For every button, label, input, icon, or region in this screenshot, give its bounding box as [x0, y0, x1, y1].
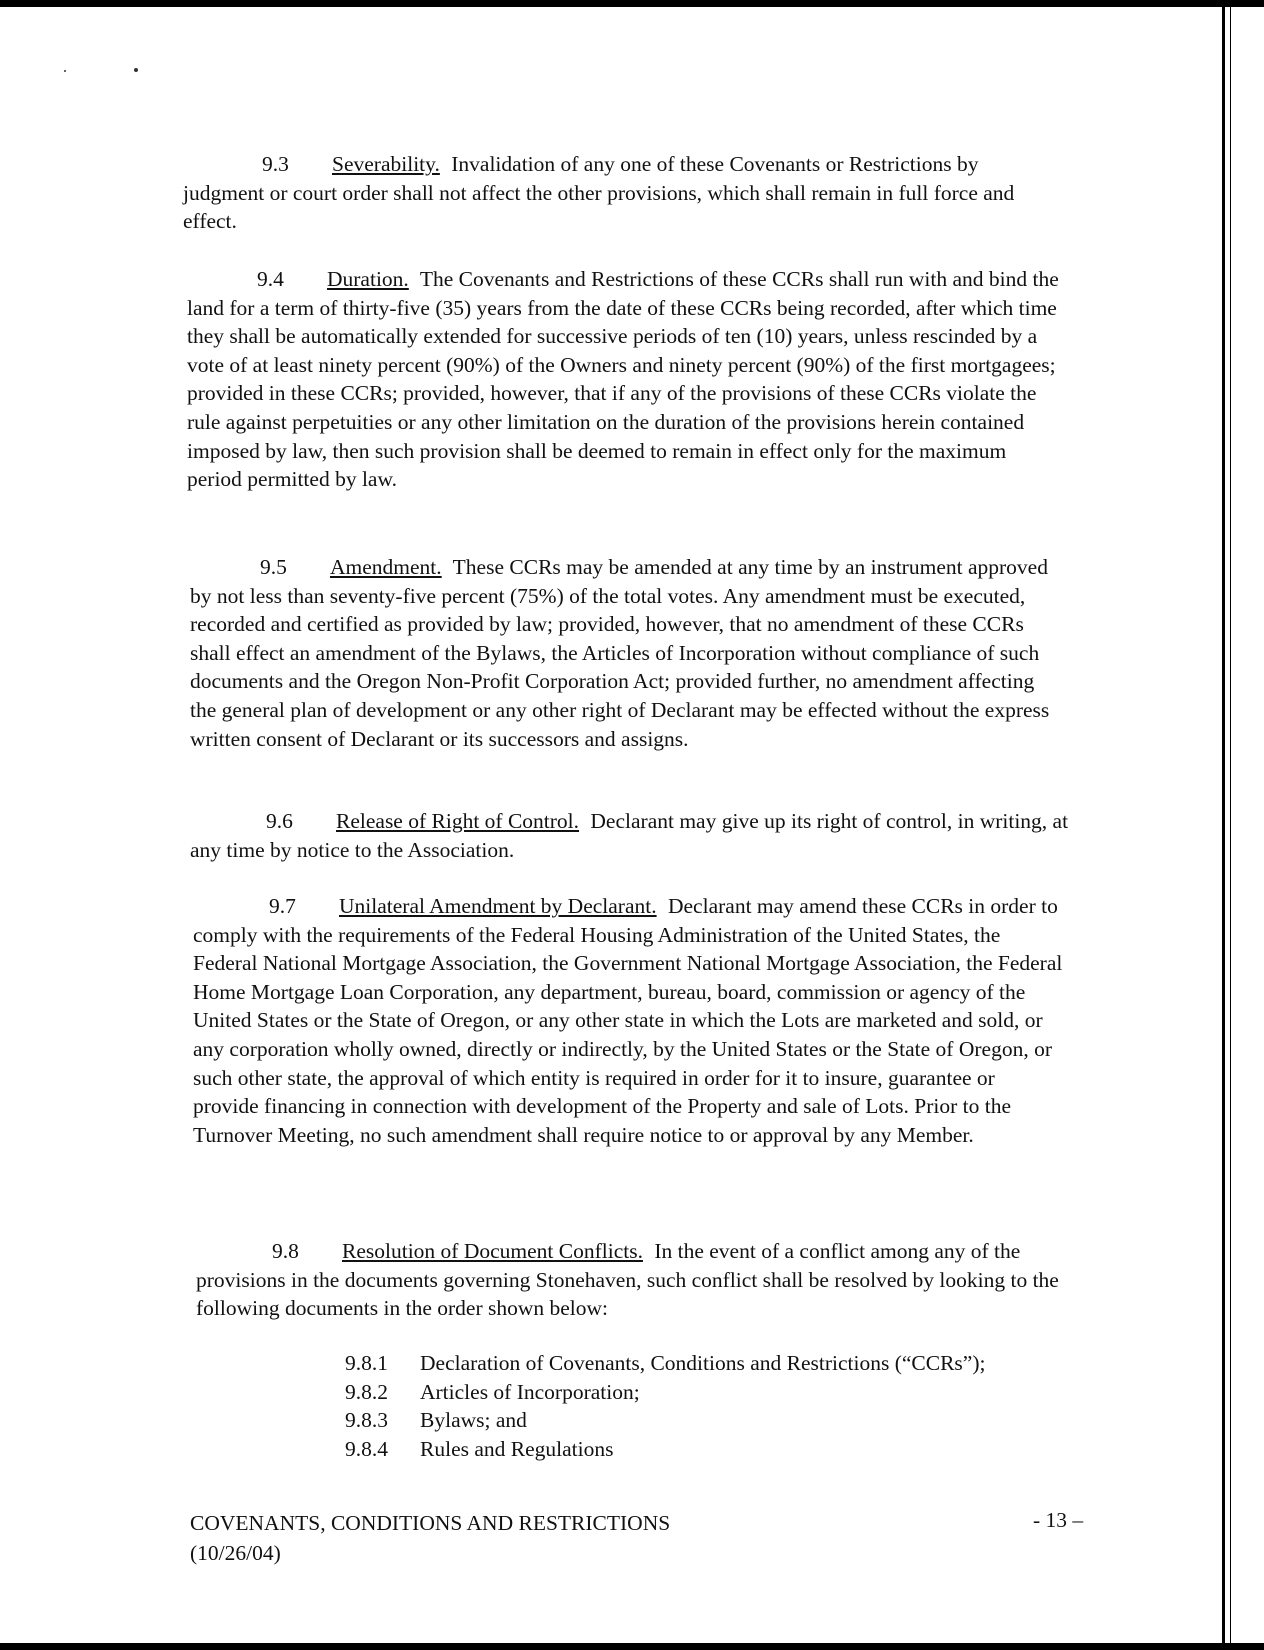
footer-date: (10/26/04)	[190, 1541, 281, 1565]
section-9-3	[183, 150, 1055, 236]
section-number: 9.3	[262, 152, 289, 176]
document-priority-list	[345, 1349, 985, 1463]
list-item	[345, 1406, 985, 1435]
section-heading: Unilateral Amendment by Declarant.	[339, 894, 657, 918]
section-number: 9.8	[272, 1239, 299, 1263]
section-heading: Severability.	[332, 152, 440, 176]
page-number: - 13 –	[1033, 1508, 1084, 1532]
list-item-text: Articles of Incorporation;	[420, 1379, 640, 1404]
section-9-4	[187, 265, 1059, 494]
section-number: 9.5	[260, 555, 287, 579]
section-number: 9.6	[266, 809, 293, 833]
scan-right-edge	[1222, 0, 1225, 1650]
section-body: The Covenants and Restrictions of these CCRs shall run with and bind the land for a term of thirty-five (35) years from the date of these CCRs being recorded, after which time they shall be automatically extended for successive periods of ten (10) years, unless rescinded by a vote of at least ninety percent (90%) of the Owners and ninety percent (90%) of the first mortgagees; provided in these CCRs; provided, however, that if any of the provisions of these CCRs violate the rule against perpetuities or any other limitation on the duration of the provisions herein contained imposed by law, then such provision shall be deemed to remain in effect only for the maximum period permitted by law.	[187, 267, 1059, 492]
list-item-text: Bylaws; and	[420, 1408, 527, 1433]
section-body: In the event of a conflict among any of the provisions in the documents governing Stonehaven, such conflict shall be resolved by looking to the following documents in the order shown below:	[196, 1239, 1059, 1321]
section-body: Invalidation of any one of these Covenants or Restrictions by judgment or court order shall not affect the other provisions, which shall remain in full force and effect.	[183, 152, 1015, 234]
list-item	[345, 1349, 985, 1378]
section-heading: Release of Right of Control.	[336, 809, 580, 833]
section-number: 9.7	[269, 894, 296, 918]
scan-speck	[134, 68, 138, 72]
scan-speck	[64, 70, 66, 72]
section-body: Declarant may give up its right of control, in writing, at any time by notice to the Association.	[190, 809, 1069, 862]
list-item-number: 9.8.1	[345, 1351, 388, 1375]
list-item-number: 9.8.4	[345, 1436, 388, 1461]
list-item-number: 9.8.2	[345, 1379, 388, 1404]
section-heading: Amendment.	[330, 555, 442, 579]
section-9-5	[190, 553, 1062, 753]
page-footer	[190, 1508, 670, 1568]
scan-bottom-edge	[0, 1643, 1264, 1650]
section-number: 9.4	[257, 267, 284, 291]
list-item-number: 9.8.3	[345, 1408, 388, 1433]
section-heading: Resolution of Document Conflicts.	[342, 1239, 643, 1263]
list-item-text: Declaration of Covenants, Conditions and Restrictions (“CCRs”);	[420, 1351, 986, 1375]
scan-top-edge	[0, 0, 1264, 7]
section-9-7	[193, 892, 1063, 1149]
section-9-8	[196, 1237, 1076, 1323]
section-body: These CCRs may be amended at any time by an instrument approved by not less than seventy-five percent (75%) of the total votes. Any amendment must be executed, recorded and certified as provided by law; provided, however, that no amendment of these CCRs shall effect an amendment of the Bylaws, the Articles of Incorporation without compliance of such documents and the Oregon Non-Profit Corporation Act; provided further, no amendment affecting the general plan of development or any other right of Declarant may be effected without the express written consent of Declarant or its successors and assigns.	[190, 555, 1050, 751]
scan-right-edge-line	[1230, 0, 1231, 1650]
list-item	[345, 1378, 985, 1407]
list-item-text: Rules and Regulations	[420, 1436, 614, 1461]
list-item	[345, 1435, 985, 1464]
section-heading: Duration.	[327, 267, 409, 291]
section-9-6	[190, 807, 1075, 864]
footer-title: COVENANTS, CONDITIONS AND RESTRICTIONS	[190, 1511, 671, 1535]
section-body: Declarant may amend these CCRs in order to comply with the requirements of the Federal Housing Administration of the United States, the Federal National Mortgage Association, the Government National Mortgage Association, the Federal Home Mortgage Loan Corporation, any department, bureau, board, commission or agency of the United States or the State of Oregon, or any other state in which the Lots are marketed and sold, or any corporation wholly owned, directly or indirectly, by the United States or the State of Oregon, or such other state, the approval of which entity is required in order for it to insure, guarantee or provide financing in connection with development of the Property and sale of Lots. Prior to the Turnover Meeting, no such amendment shall require notice to or approval by any Member.	[193, 894, 1063, 1147]
